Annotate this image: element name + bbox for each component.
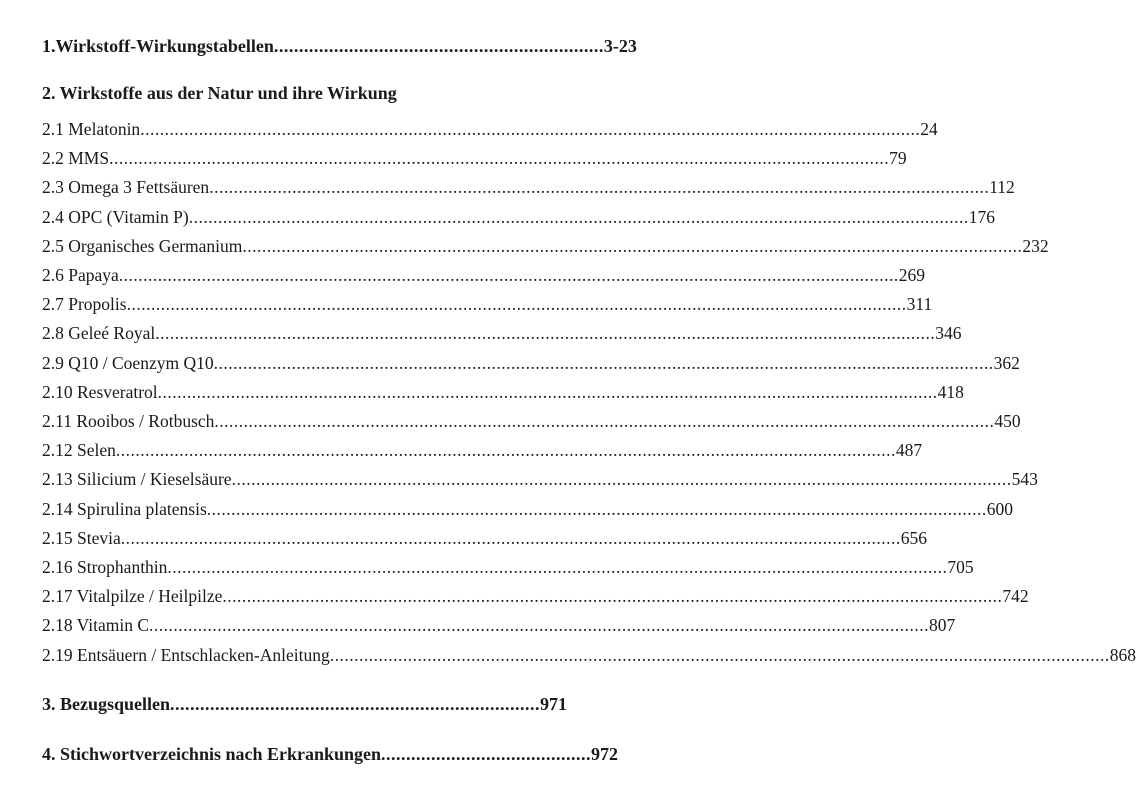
leader-dots: ................................................................................................................................................................	[115, 440, 896, 461]
toc-entry-label: 2.7 Propolis	[42, 294, 127, 315]
leader-dots: ................................................................................................................................................................	[118, 265, 899, 285]
toc-entry	[42, 176, 1015, 198]
leader-dots: ................................................................................................................................................................	[222, 586, 1003, 607]
toc-entry	[42, 585, 1029, 607]
toc-entry-label: 2.14 Spirulina platensis	[42, 498, 207, 519]
leader-dots: ................................................................................................................................................................	[329, 644, 1110, 665]
leader-dots: ................................................................................................................................................................	[140, 119, 921, 139]
toc-entry-label: 2.8 Geleé Royal	[42, 323, 156, 344]
toc-entry-label: 2.3 Omega 3 Fettsäuren	[42, 177, 210, 198]
leader-dots: ................................................................................................................................................................	[167, 557, 948, 577]
leader-dots: ................................................................................................................................................................	[214, 411, 995, 431]
leader-dots: ................................................................................................................................................................	[157, 381, 938, 402]
toc-entry-page: 362	[993, 352, 1020, 373]
toc-entry-page: 112	[989, 177, 1015, 198]
toc-entry-label: 2.11 Rooibos / Rotbusch	[42, 411, 215, 431]
toc-entry-page: 24	[920, 119, 938, 139]
leader-dots: ..........................................	[381, 744, 592, 764]
toc-entry-label: 2.10 Resveratrol	[42, 381, 158, 402]
toc-entry-page: 600	[986, 498, 1014, 519]
toc-entry-page: 79	[889, 148, 907, 169]
leader-dots: ................................................................................................................................................................	[242, 235, 1023, 256]
toc-section-4-page: 972	[591, 744, 619, 764]
toc-entry	[42, 293, 933, 315]
leader-dots: ................................................................................................................................................................	[109, 148, 890, 169]
toc-entry-label: 2.13 Silicium / Kieselsäure	[42, 469, 232, 490]
leader-dots: ................................................................................................................................................................	[120, 527, 901, 548]
toc-entry-label: 2.18 Vitamin C	[42, 615, 150, 636]
leader-dots: ..........................................................................	[170, 694, 541, 714]
toc-entry	[42, 498, 1014, 520]
toc-entry	[42, 322, 962, 344]
toc-entry	[42, 206, 995, 228]
toc-entry-page: 311	[906, 294, 933, 315]
toc-section-1-page: 3-23	[603, 36, 637, 56]
leader-dots: ................................................................................................................................................................	[206, 498, 987, 519]
leader-dots: ................................................................................................................................................................	[209, 177, 990, 198]
toc-entry	[42, 352, 1020, 374]
toc-entry	[42, 644, 1136, 666]
leader-dots: ..................................................................	[273, 36, 604, 56]
toc-entry-page: 487	[895, 440, 923, 461]
toc-entry-page: 543	[1011, 469, 1038, 490]
toc-entry-label: 2.12 Selen	[42, 440, 116, 461]
toc-section-2-heading: 2. Wirkstoffe aus der Natur und ihre Wirkung	[42, 83, 397, 103]
toc-section-4-label: 4. Stichwortverzeichnis nach Erkrankungen	[42, 744, 382, 764]
toc-entry	[42, 118, 938, 140]
toc-entry-label: 2.17 Vitalpilze / Heilpilze	[42, 586, 223, 607]
toc-section-3	[42, 693, 568, 715]
toc-entry-page: 176	[968, 206, 995, 227]
toc-entry	[42, 235, 1049, 257]
toc-entry-page: 868	[1109, 644, 1136, 665]
leader-dots: ................................................................................................................................................................	[188, 206, 969, 227]
toc-entry-page: 269	[898, 265, 926, 285]
leader-dots: ................................................................................................................................................................	[149, 615, 930, 636]
toc-entry-page: 232	[1022, 235, 1049, 256]
toc-entry-page: 742	[1002, 586, 1029, 607]
toc-entry-page: 656	[900, 527, 927, 548]
toc-section-3-page: 971	[540, 694, 568, 714]
toc-entry-label: 2.9 Q10 / Coenzym Q10	[42, 352, 214, 373]
toc-entry-page: 418	[937, 381, 964, 402]
leader-dots: ................................................................................................................................................................	[213, 352, 994, 373]
toc-entry-page: 346	[935, 323, 962, 344]
toc-entry-label: 2.5 Organisches Germanium	[42, 235, 243, 256]
toc-entry-label: 2.6 Papaya	[42, 265, 119, 285]
toc-entry	[42, 614, 956, 636]
toc-entry-label: 2.19 Entsäuern / Entschlacken-Anleitung	[42, 644, 330, 665]
toc-entry-label: 2.16 Strophanthin	[42, 557, 168, 577]
toc-entry	[42, 468, 1038, 490]
toc-entry-page: 807	[929, 615, 956, 636]
toc-entry	[42, 381, 964, 403]
toc-entry	[42, 527, 927, 549]
toc-section-4	[42, 743, 619, 765]
leader-dots: ................................................................................................................................................................	[155, 323, 936, 344]
toc-entry-label: 2.4 OPC (Vitamin P)	[42, 206, 189, 227]
toc-entry	[42, 410, 1021, 432]
toc-entry-label: 2.1 Melatonin	[42, 119, 141, 139]
toc-entry-page: 705	[947, 557, 974, 577]
toc-entry-label: 2.2 MMS	[42, 148, 110, 169]
leader-dots: ................................................................................................................................................................	[231, 469, 1012, 490]
toc-section-1-label: 1.Wirkstoff-Wirkungstabellen	[42, 36, 274, 56]
toc-section-3-label: 3. Bezugsquellen	[42, 694, 171, 714]
toc-entry	[42, 147, 907, 169]
toc-entry	[42, 439, 923, 461]
toc-entry	[42, 264, 926, 286]
toc-entry-label: 2.15 Stevia	[42, 527, 121, 548]
leader-dots: ................................................................................................................................................................	[126, 294, 907, 315]
toc-entry-page: 450	[994, 411, 1021, 431]
toc-entry	[42, 556, 974, 578]
toc-section-1	[42, 35, 637, 57]
